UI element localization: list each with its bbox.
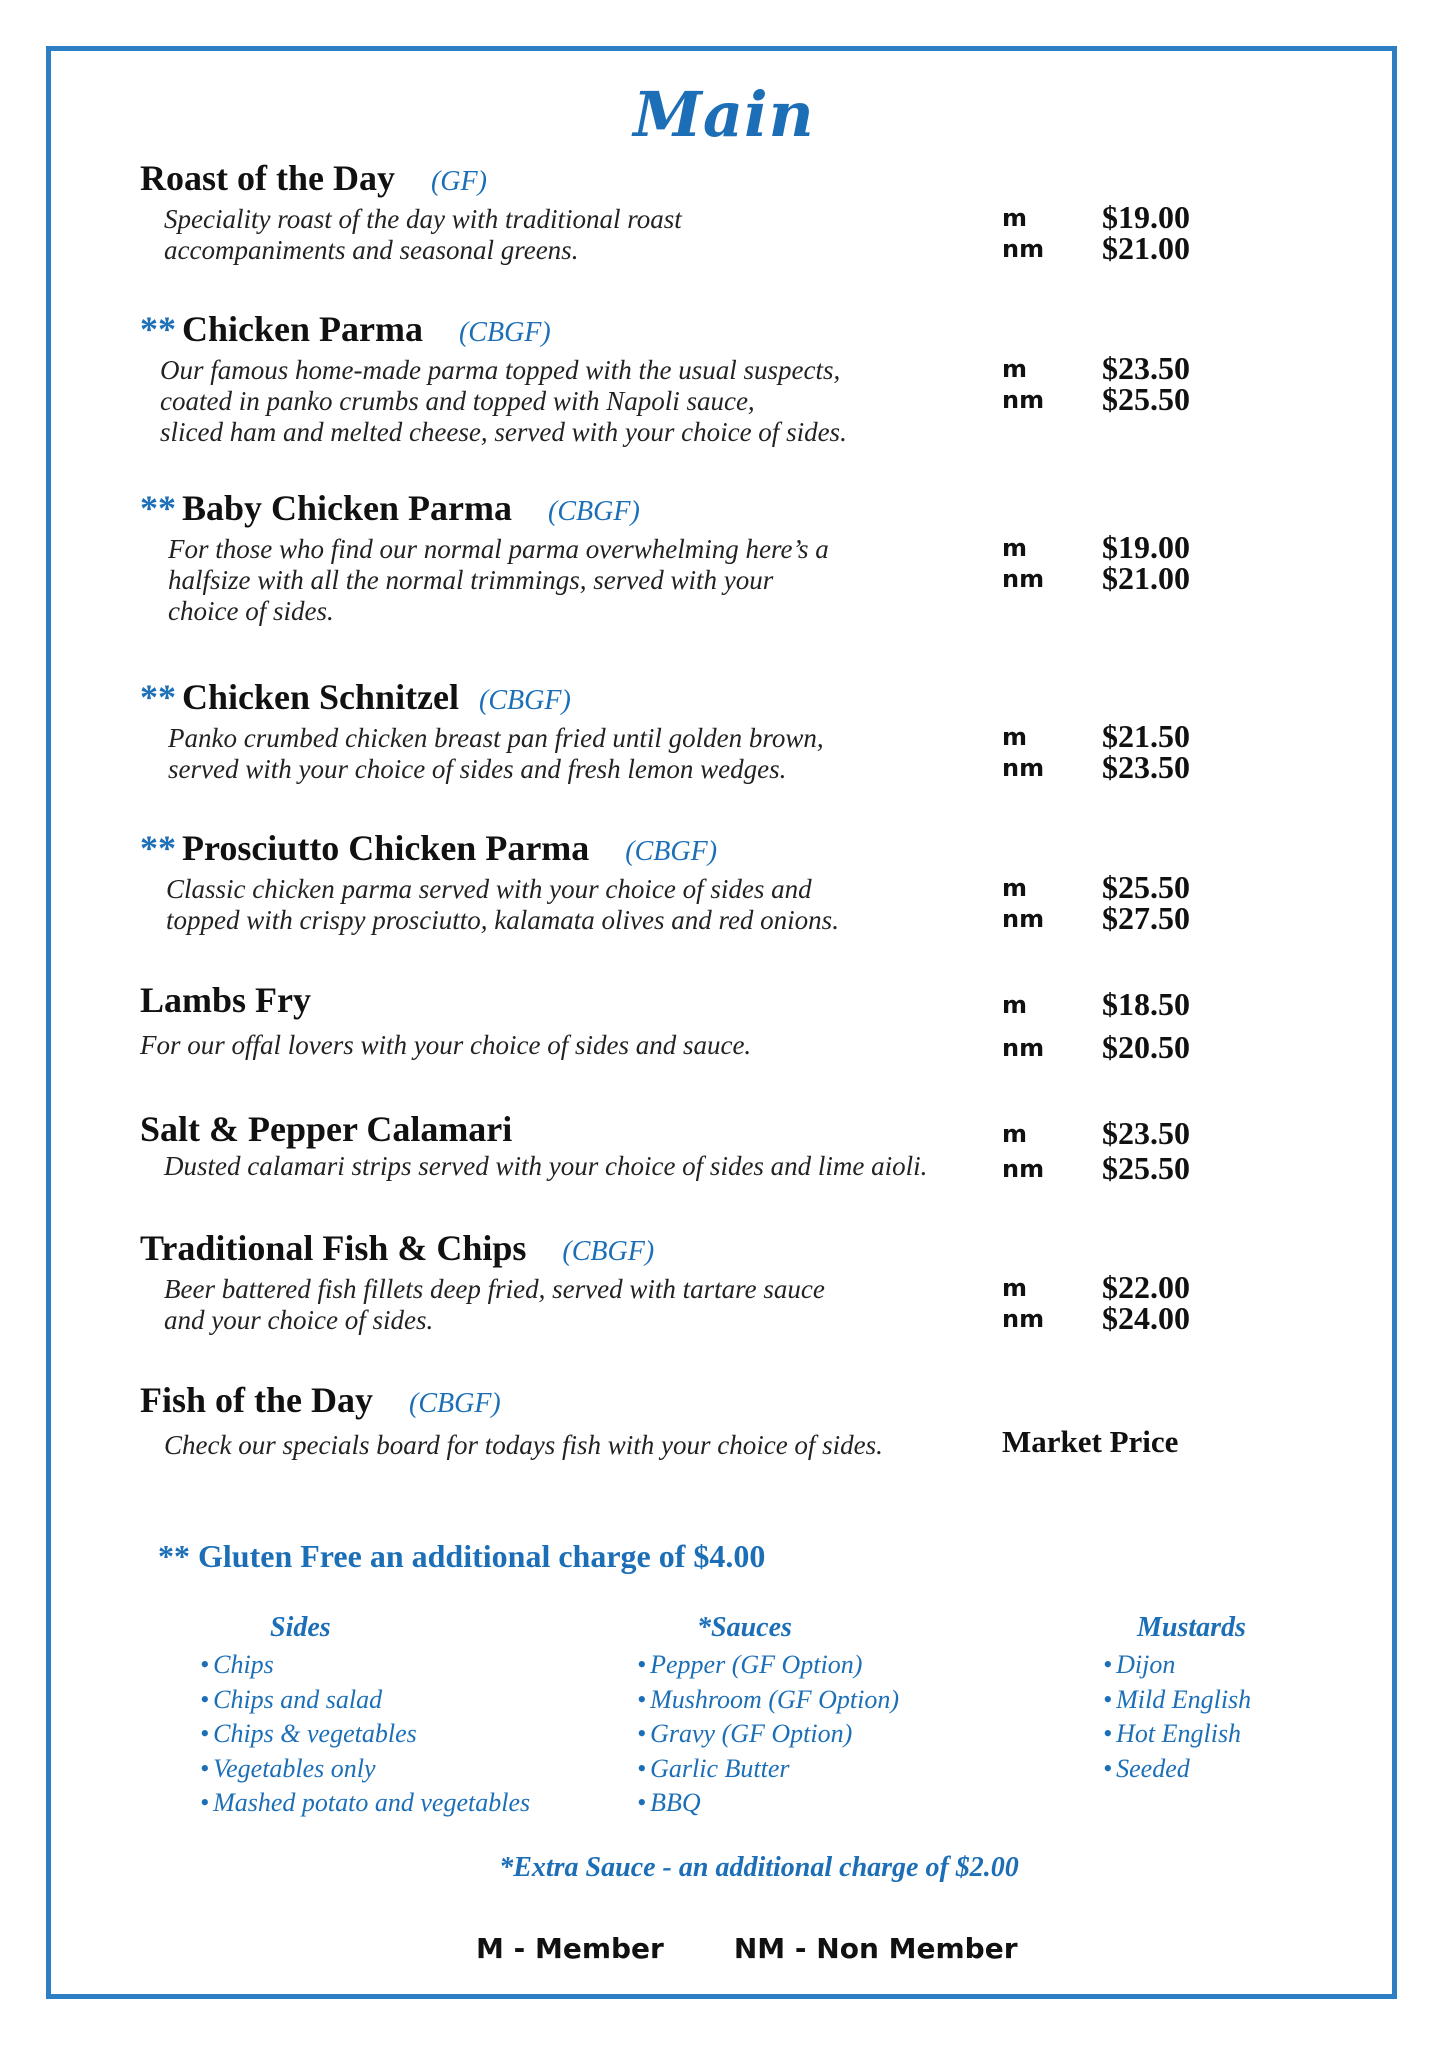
member-code: m (1002, 722, 1028, 751)
description-line: For those who find our normal parma overwhelming here’s a (168, 534, 829, 564)
non-member-code: nm (1002, 385, 1045, 414)
item-name: Chicken Parma (182, 309, 423, 349)
diet-tag: (GF) (430, 166, 487, 197)
item-description (140, 204, 1014, 266)
description-line: choice of sides. (168, 596, 334, 626)
non-member-price: $21.00 (1102, 230, 1190, 266)
gluten-free-marker: ** (140, 488, 176, 528)
non-member-price: $21.00 (1102, 560, 1190, 596)
member-price: $25.50 (1102, 869, 1190, 905)
list-item: • Garlic Butter (637, 1752, 899, 1787)
member-code: m (1002, 1273, 1028, 1302)
item-name-row (140, 488, 1260, 532)
description-line: served with your choice of sides and fresh lemon wedges. (168, 754, 787, 784)
list-item: • Chips and salad (200, 1683, 530, 1718)
list-item: • Chips (200, 1648, 530, 1683)
description-line: coated in panko crumbs and topped with Napoli sauce, (160, 386, 755, 416)
item-description (140, 534, 1018, 627)
item-name: Lambs Fry (140, 980, 311, 1020)
price-block (1002, 350, 1190, 417)
diet-tag: (CBGF) (479, 685, 571, 716)
gluten-free-marker: ** (140, 309, 176, 349)
gluten-free-marker: ** (140, 828, 176, 868)
item-name-row (140, 309, 1260, 353)
description-line: Our famous home-made parma topped with the usual suspects, (160, 355, 841, 385)
list-item: • Chips & vegetables (200, 1717, 530, 1752)
extra-sauce-note: *Extra Sauce - an additional charge of $2.00 (499, 1852, 1019, 1883)
item-description (140, 1151, 1014, 1182)
diet-tag: (CBGF) (562, 1236, 655, 1267)
price-block (1002, 529, 1190, 596)
description-line: Panko crumbed chicken breast pan fried until golden brown, (168, 723, 824, 753)
list-item: • Mashed potato and vegetables (200, 1786, 530, 1821)
description-line: and your choice of sides. (164, 1305, 434, 1335)
sauces-heading: *Sauces (697, 1612, 792, 1643)
item-description (140, 1430, 1014, 1461)
price-block (1002, 199, 1190, 266)
gluten-free-note: ** Gluten Free an additional charge of $4.00 (158, 1538, 766, 1574)
mustards-heading: Mustards (1137, 1612, 1246, 1643)
list-item: • Vegetables only (200, 1752, 530, 1787)
list-item: • Hot English (1103, 1717, 1251, 1752)
description-line: sliced ham and melted cheese, served with your choice of sides. (160, 417, 847, 447)
item-name: Prosciutto Chicken Parma (182, 828, 590, 868)
member-legend-item: M - Member (476, 1932, 664, 1965)
description-line: Classic chicken parma served with your choice of sides and (166, 874, 812, 904)
non-member-code: nm (1002, 234, 1045, 263)
item-description (140, 1274, 1014, 1336)
price-block (1002, 869, 1190, 936)
description-line: halfsize with all the normal trimmings, served with your (168, 565, 774, 595)
member-price: $21.50 (1102, 718, 1190, 754)
non-member-code: nm (1002, 904, 1045, 933)
member-price: $23.50 (1102, 350, 1190, 386)
member-code: m (1002, 533, 1028, 562)
description-line: accompaniments and seasonal greens. (164, 235, 579, 265)
member-legend (476, 1932, 1088, 1965)
sides-heading: Sides (270, 1612, 331, 1643)
diet-tag: (CBGF) (548, 496, 640, 527)
non-member-price: $27.50 (1102, 900, 1190, 936)
list-item: • Gravy (GF Option) (637, 1717, 899, 1752)
list-item: • BBQ (637, 1786, 899, 1821)
item-name: Chicken Schnitzel (182, 677, 460, 717)
description-line: Check our specials board for todays fish with your choice of sides. (164, 1430, 883, 1460)
item-description (140, 1030, 990, 1061)
item-name: Traditional Fish & Chips (140, 1228, 527, 1268)
member-code: m (1002, 354, 1028, 383)
item-name-row (140, 677, 1260, 721)
non-member-code: nm (1002, 1304, 1045, 1333)
member-code: m (1002, 203, 1028, 232)
gluten-free-marker: ** (140, 677, 176, 717)
member-price: $23.50 (1102, 1115, 1190, 1151)
member-code: m (1002, 1119, 1028, 1148)
diet-tag: (CBGF) (409, 1388, 501, 1419)
item-name: Roast of the Day (140, 158, 395, 198)
description-line: For our offal lovers with your choice of sides and sauce. (140, 1030, 752, 1060)
page-title: Main (633, 78, 815, 151)
list-item: • Pepper (GF Option) (637, 1648, 899, 1683)
item-name-row (140, 1228, 1260, 1272)
item-description (140, 723, 1018, 785)
price-block (1002, 1269, 1190, 1336)
member-price: $19.00 (1102, 529, 1190, 565)
market-price: Market Price (1002, 1424, 1179, 1459)
diet-tag: (CBGF) (625, 836, 718, 867)
item-name: Fish of the Day (140, 1380, 373, 1420)
sides-list (200, 1612, 530, 1821)
member-price: $22.00 (1102, 1269, 1190, 1305)
mustards-list (1103, 1612, 1251, 1786)
description-line: Beer battered fish fillets deep fried, served with tartare sauce (164, 1274, 825, 1304)
price-block (1002, 1115, 1190, 1186)
sauces-list (637, 1612, 899, 1821)
item-name-row (140, 1380, 1260, 1424)
member-price: $18.50 (1102, 986, 1190, 1022)
item-name: Salt & Pepper Calamari (140, 1109, 513, 1149)
item-name-row (140, 828, 1260, 872)
diet-tag: (CBGF) (458, 317, 551, 348)
non-member-price: $24.00 (1102, 1300, 1190, 1336)
description-line: Dusted calamari strips served with your choice of sides and lime aioli. (164, 1151, 928, 1181)
list-item: • Dijon (1103, 1648, 1251, 1683)
list-item: • Mild English (1103, 1683, 1251, 1718)
non-member-code: nm (1002, 753, 1045, 782)
item-description (140, 355, 1010, 448)
item-name-row (140, 158, 1260, 202)
item-description (140, 874, 1016, 936)
list-item: • Mushroom (GF Option) (637, 1683, 899, 1718)
non-member-price: $25.50 (1102, 381, 1190, 417)
non-member-legend-item: NM - Non Member (733, 1932, 1018, 1965)
non-member-code: nm (1002, 564, 1045, 593)
list-item: • Seeded (1103, 1752, 1251, 1787)
non-member-price: $25.50 (1102, 1150, 1190, 1186)
description-line: topped with crispy prosciutto, kalamata olives and red onions. (166, 905, 839, 935)
price-block (1002, 986, 1190, 1065)
member-code: m (1002, 873, 1028, 902)
member-price: $19.00 (1102, 199, 1190, 235)
non-member-price: $20.50 (1102, 1029, 1190, 1065)
item-name: Baby Chicken Parma (182, 488, 513, 528)
price-block (1002, 718, 1190, 785)
description-line: Speciality roast of the day with traditional roast (164, 204, 682, 234)
non-member-code: nm (1002, 1154, 1045, 1183)
member-code: m (1002, 990, 1028, 1019)
non-member-price: $23.50 (1102, 749, 1190, 785)
non-member-code: nm (1002, 1033, 1045, 1062)
